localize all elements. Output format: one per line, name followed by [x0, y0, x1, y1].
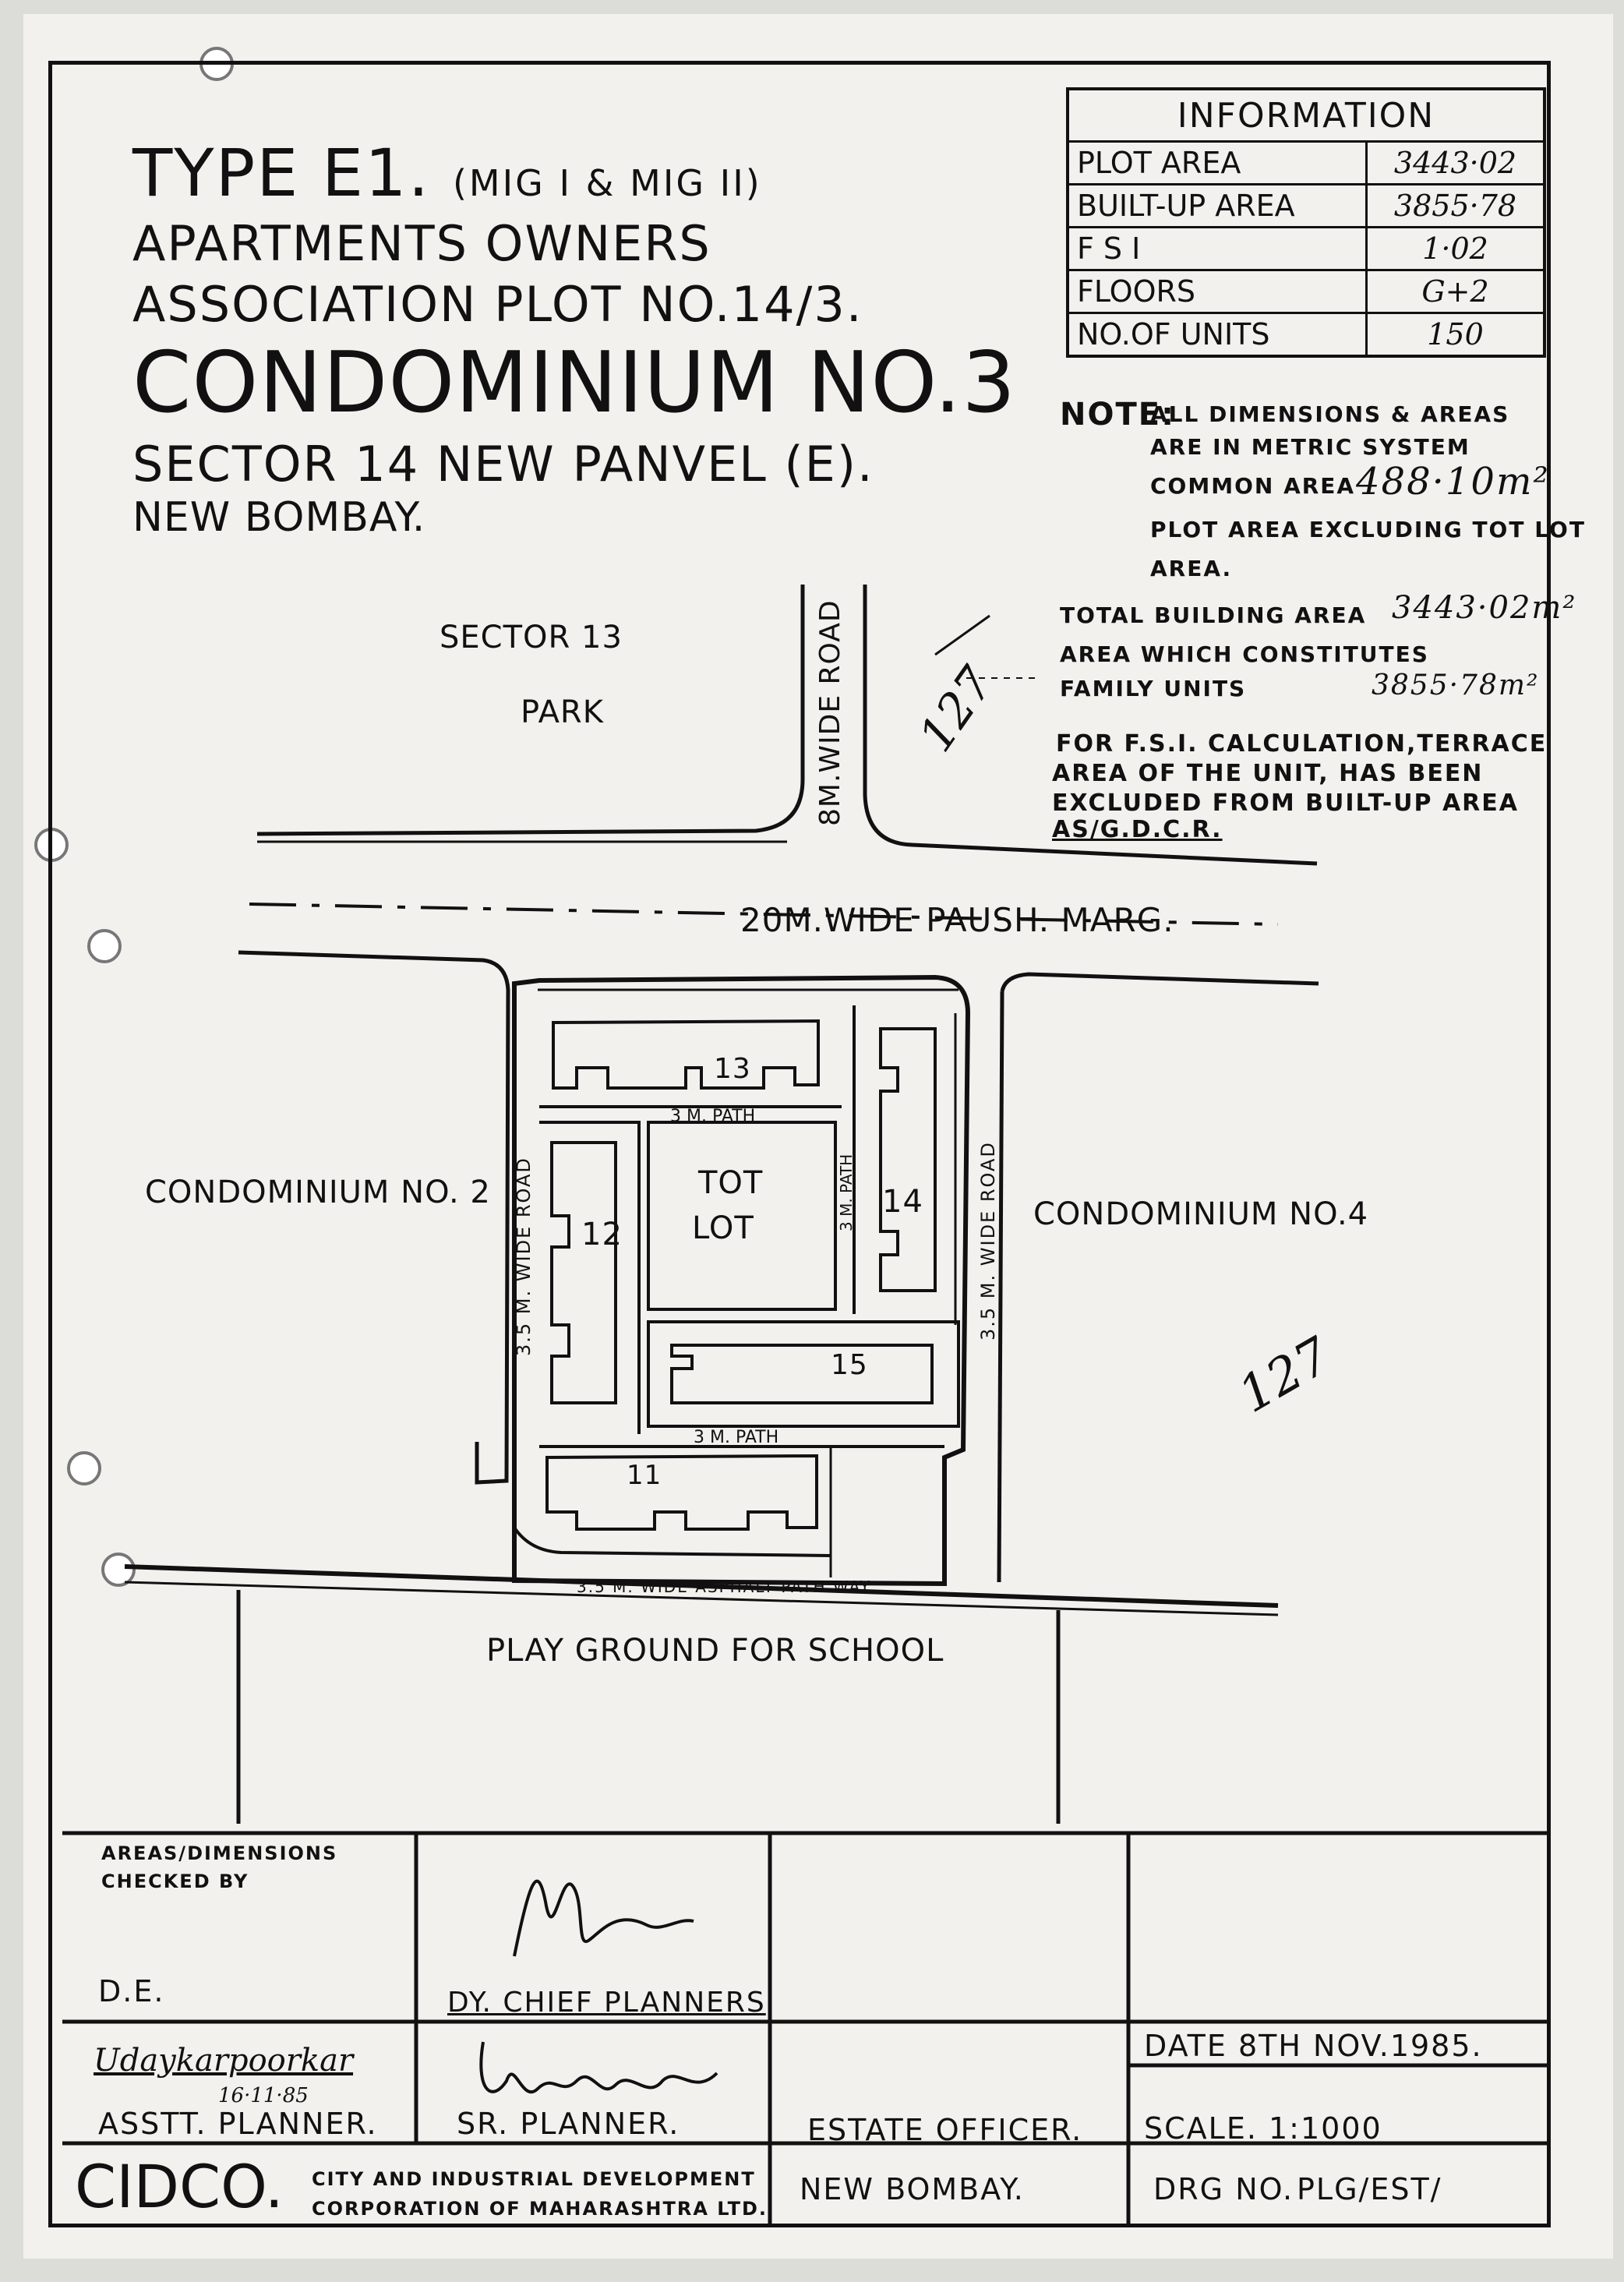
signature-date: 16·11·85 [218, 2084, 309, 2107]
total-building-area-value: 3443·02m² [1392, 590, 1577, 626]
note-line: AREA WHICH CONSTITUTES [1060, 641, 1429, 667]
building-12 [552, 1143, 616, 1403]
checked-by-line2: CHECKED BY [101, 1870, 249, 1892]
sr-planner-label: SR. PLANNER. [457, 2107, 680, 2141]
road-edge [238, 952, 508, 1482]
building-14 [881, 1029, 935, 1291]
table-row: F S I 1·02 [1068, 228, 1545, 270]
note-line: FAMILY UNITS [1060, 676, 1247, 701]
table-row: BUILT-UP AREA 3855·78 [1068, 185, 1545, 228]
dy-chief-planner-label: DY. CHIEF PLANNERS [447, 1987, 766, 2019]
label-condominium-2: CONDOMINIUM NO. 2 [145, 1175, 491, 1210]
label-20m-road: 20M.WIDE PAUSH. MARG. [740, 901, 1174, 939]
label-playground: PLAY GROUND FOR SCHOOL [486, 1633, 944, 1669]
note-line: EXCLUDED FROM BUILT-UP AREA [1052, 790, 1519, 817]
sr-planner-signature [468, 2026, 733, 2112]
drawing-number: PLG/EST/ [1297, 2172, 1442, 2206]
drawing-scale: SCALE. 1:1000 [1144, 2111, 1382, 2146]
information-heading: INFORMATION [1068, 89, 1545, 142]
label-building-15: 15 [831, 1349, 868, 1381]
label-35m-road-right: 3.5 M. WIDE ROAD [977, 1141, 999, 1341]
title-type: TYPE E1. (MIG I & MIG II) [132, 135, 762, 211]
table-row: PLOT AREA 3443·02 [1068, 142, 1545, 185]
label-building-11: 11 [627, 1460, 662, 1491]
cidco-logo: CIDCO. [75, 2152, 284, 2221]
building-13 [553, 1021, 818, 1088]
note-line: AREA OF THE UNIT, HAS BEEN [1052, 760, 1484, 787]
note-line: TOTAL BUILDING AREA [1060, 602, 1367, 628]
label-asphalt-path: 3.5 M. WIDE ASPHALT PATH WAY [577, 1577, 871, 1596]
table-row: NO.OF UNITS 150 [1068, 313, 1545, 357]
label-path-bottom: 3 M. PATH [694, 1428, 779, 1447]
note-line: PLOT AREA EXCLUDING TOT LOT [1150, 517, 1586, 542]
note-line: AREA. [1150, 556, 1233, 581]
cidco-name-line1: CITY AND INDUSTRIAL DEVELOPMENT [312, 2168, 756, 2190]
checked-by-line1: AREAS/DIMENSIONS [101, 1842, 338, 1864]
note-line: ALL DIMENSIONS & AREAS [1150, 401, 1510, 427]
title-sector: SECTOR 14 NEW PANVEL (E). [132, 436, 874, 493]
handwritten-127: 127 [908, 657, 1004, 762]
label-8m-road: 8M.WIDE ROAD [814, 599, 846, 826]
label-path-top: 3 M. PATH [670, 1107, 756, 1126]
label-35m-road-left: 3.5 M. WIDE ROAD [513, 1157, 535, 1356]
label-sector-13: SECTOR 13 [440, 620, 623, 655]
common-area-value: 488·10m² [1356, 460, 1550, 503]
label-building-14: 14 [882, 1184, 923, 1220]
road-edge [1002, 974, 1319, 991]
note-line: FOR F.S.I. CALCULATION,TERRACE [1056, 730, 1548, 758]
de-label: D.E. [98, 1974, 165, 2008]
title-city: NEW BOMBAY. [132, 494, 426, 541]
label-lot: LOT [692, 1210, 754, 1246]
drawing-number-label: DRG NO. [1153, 2172, 1294, 2206]
asst-planner-label: ASSTT. PLANNER. [98, 2107, 378, 2141]
title-association: ASSOCIATION PLOT NO.14/3. [132, 276, 863, 333]
note-line: ARE IN METRIC SYSTEM [1150, 434, 1470, 460]
note-line: COMMON AREA [1150, 473, 1356, 499]
label-tot: TOT [698, 1165, 764, 1201]
cidco-name-line2: CORPORATION OF MAHARASHTRA LTD. [312, 2198, 768, 2220]
building-15 [672, 1345, 932, 1403]
label-condominium-4: CONDOMINIUM NO.4 [1033, 1196, 1369, 1232]
family-units-area-value: 3855·78m² [1372, 669, 1540, 701]
label-path-mid: 3 M. PATH [837, 1153, 856, 1231]
road-edge [999, 991, 1002, 1582]
location-new-bombay: NEW BOMBAY. [800, 2172, 1025, 2206]
label-building-13: 13 [714, 1053, 751, 1085]
label-park: PARK [521, 694, 604, 730]
title-condominium: CONDOMINIUM NO.3 [132, 334, 1017, 432]
dy-chief-signature [499, 1855, 701, 1972]
table-row: FLOORS G+2 [1068, 270, 1545, 313]
label-building-12: 12 [581, 1217, 623, 1252]
signature-name: Udaykarpoorkar [94, 2043, 354, 2079]
estate-officer-label: ESTATE OFFICER. [807, 2113, 1083, 2147]
drawing-date: DATE 8TH NOV.1985. [1144, 2029, 1483, 2063]
building-11 [547, 1456, 817, 1529]
title-apartments: APARTMENTS OWNERS [132, 215, 711, 272]
handwritten-127: 127 [1229, 1326, 1341, 1425]
note-heading: NOTE: [1060, 397, 1176, 433]
note-line: AS/G.D.C.R. [1052, 816, 1223, 843]
